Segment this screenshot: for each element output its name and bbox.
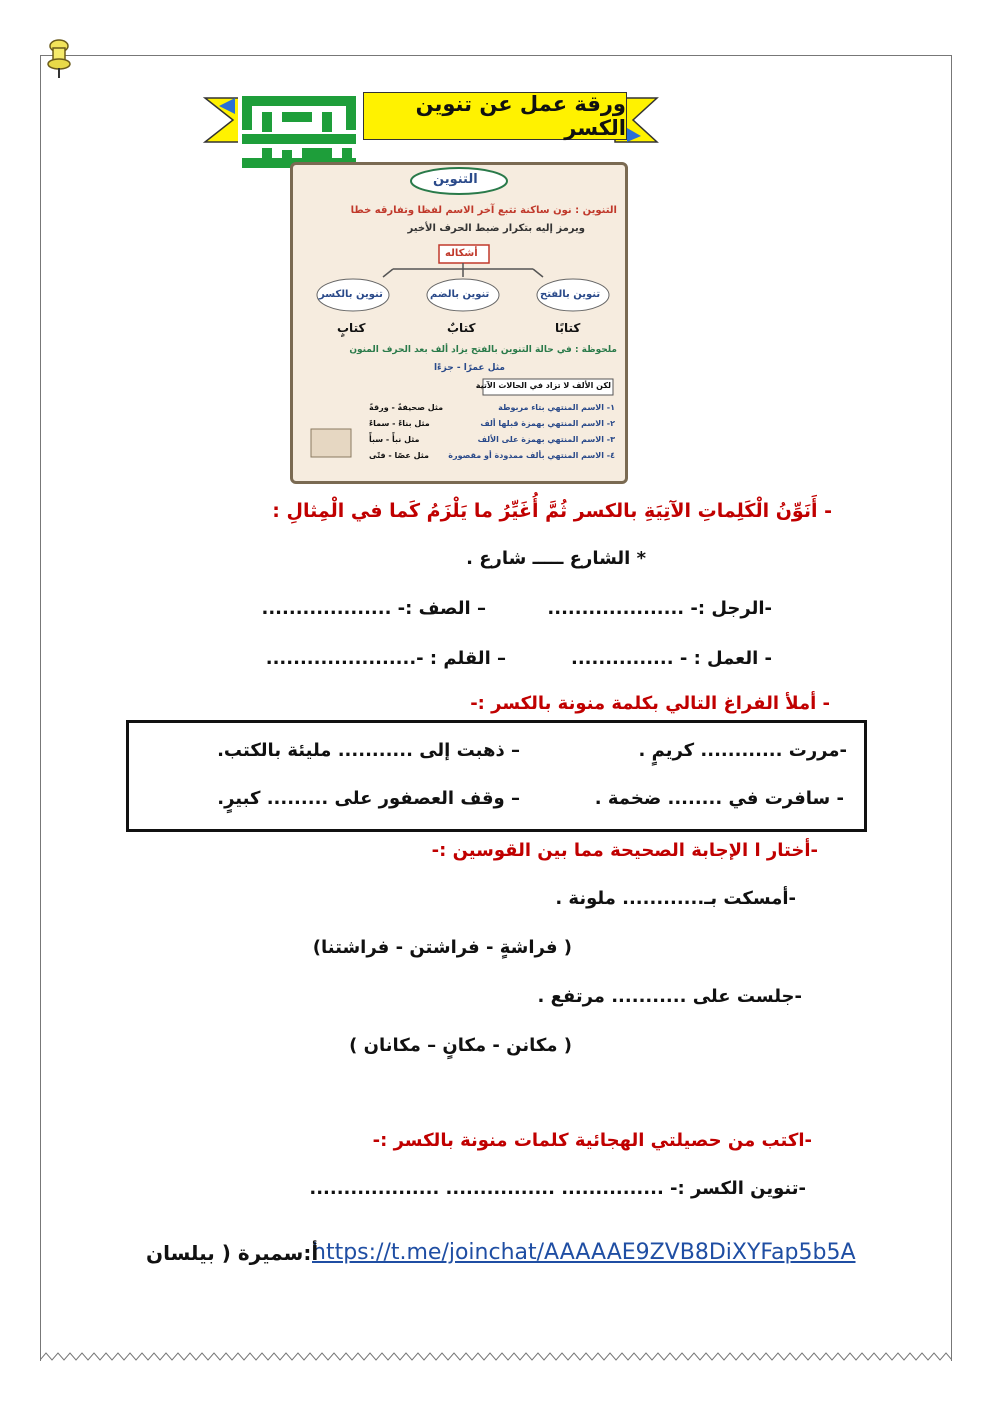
card-rule-3-example: مثل نبأً - سبأً <box>369 435 420 444</box>
card-example-damm: كتابٌ <box>447 321 476 335</box>
card-rule-2-example: مثل بناءً - سماءً <box>369 419 430 428</box>
card-heading: التنوين <box>433 172 478 187</box>
card-rule-1-example: مثل صحيفةً - ورقةً <box>369 403 444 412</box>
card-example-kasr: كتابٍ <box>337 321 366 335</box>
section1-instruction: - أَنَوِّنُ الْكَلِماتِ الآتِيَةِ بالكسر ثُمَّ أُغَيِّرُ ما يَلْزَمُ كَما في الْمِثالِ : <box>272 500 832 522</box>
card-rule-4-example: مثل عصًا - فتًى <box>369 451 429 460</box>
card-form-kasr: تنوين بالكسر <box>319 289 383 300</box>
author-logo <box>238 92 360 172</box>
section1-row2-left: – القلم : -...................... <box>265 648 506 669</box>
card-rule-1: ١- الاسم المنتهي بتاء مربوطة <box>498 403 615 412</box>
tanween-explanation-card <box>290 162 628 484</box>
card-note: ملحوظة : في حالة التنوين بالفتح يزاد ألف بعد الحرف المنون <box>349 345 617 355</box>
card-definition-line-1: التنوين : نون ساكنة تتبع آخر الاسم لفظا وتفارقه خطا <box>350 205 617 216</box>
section1-row2-right: - العمل : - ............... <box>571 648 772 669</box>
question1: -أمسكت بـ............ ملونة . <box>555 888 796 909</box>
section2-row1-left: – ذهبت إلى ........... مليئة بالكتب. <box>217 740 520 761</box>
section4-answer-line: -تنوين الكسر :- ............... ................ ................... <box>309 1178 806 1199</box>
card-form-damm: تنوين بالضم <box>430 289 490 300</box>
card-rule-2: ٢- الاسم المنتهي بهمزة قبلها ألف <box>480 419 615 428</box>
section1-row1-left: – الصف :- ................... <box>261 598 486 619</box>
card-form-fath: تنوين بالفتح <box>540 289 601 300</box>
fill-in-blanks-box <box>126 720 867 832</box>
section1-example: * الشارع ـــــ شارع . <box>466 548 646 569</box>
question2: -جلست على ........... مرتفع . <box>537 986 802 1007</box>
section4-instruction: -اكتب من حصيلتي الهجائية كلمات منونة بالكسر :- <box>372 1130 812 1151</box>
section1-row1-right: -الرجل :- .................... <box>547 598 772 619</box>
worksheet-title: ورقة عمل عن تنوين الكسر <box>363 92 627 140</box>
card-example-fath: كتابًا <box>555 321 581 335</box>
page-bottom-zigzag-border <box>40 1350 952 1362</box>
section2-row1-right: -مررت ............ كريمٍ . <box>638 740 847 761</box>
card-forms-label: أشكاله <box>445 248 478 259</box>
section3-instruction: -أختار ا الإجابة الصحيحة مما بين القوسين :- <box>431 840 818 861</box>
card-rule-3: ٣- الاسم المنتهي بهمزة على الألف <box>477 435 615 444</box>
author-credit: أ:سميرة ( بيلسان <box>146 1241 319 1265</box>
section2-row2-left: – وقف العصفور على ......... كبيرٍ. <box>217 788 520 809</box>
question1-options: ( فراشةٍ - فراشتن - فراشتنا) <box>312 937 572 958</box>
question2-options: ( مكانن - مكانٍ – مكانان ) <box>349 1035 572 1056</box>
card-note-examples: مثل عمرًا - جزءًا <box>433 363 505 373</box>
pushpin-icon <box>42 38 76 80</box>
telegram-link[interactable]: https://t.me/joinchat/AAAAAE9ZVB8DiXYFap5b5A <box>312 1240 856 1265</box>
section2-row2-right: - سافرت في ........ ضخمة . <box>594 788 844 809</box>
card-rules-title: لكن الألف لا تزاد في الحالات الآتية <box>475 381 611 390</box>
card-definition-line-2: ويرمز إليه بتكرار ضبط الحرف الأخير <box>407 223 585 234</box>
card-rule-4: ٤- الاسم المنتهي بألف ممدودة أو مقصورة <box>448 451 615 460</box>
section2-instruction: - أملأ الفراغ التالي بكلمة منونة بالكسر :- <box>470 693 830 714</box>
